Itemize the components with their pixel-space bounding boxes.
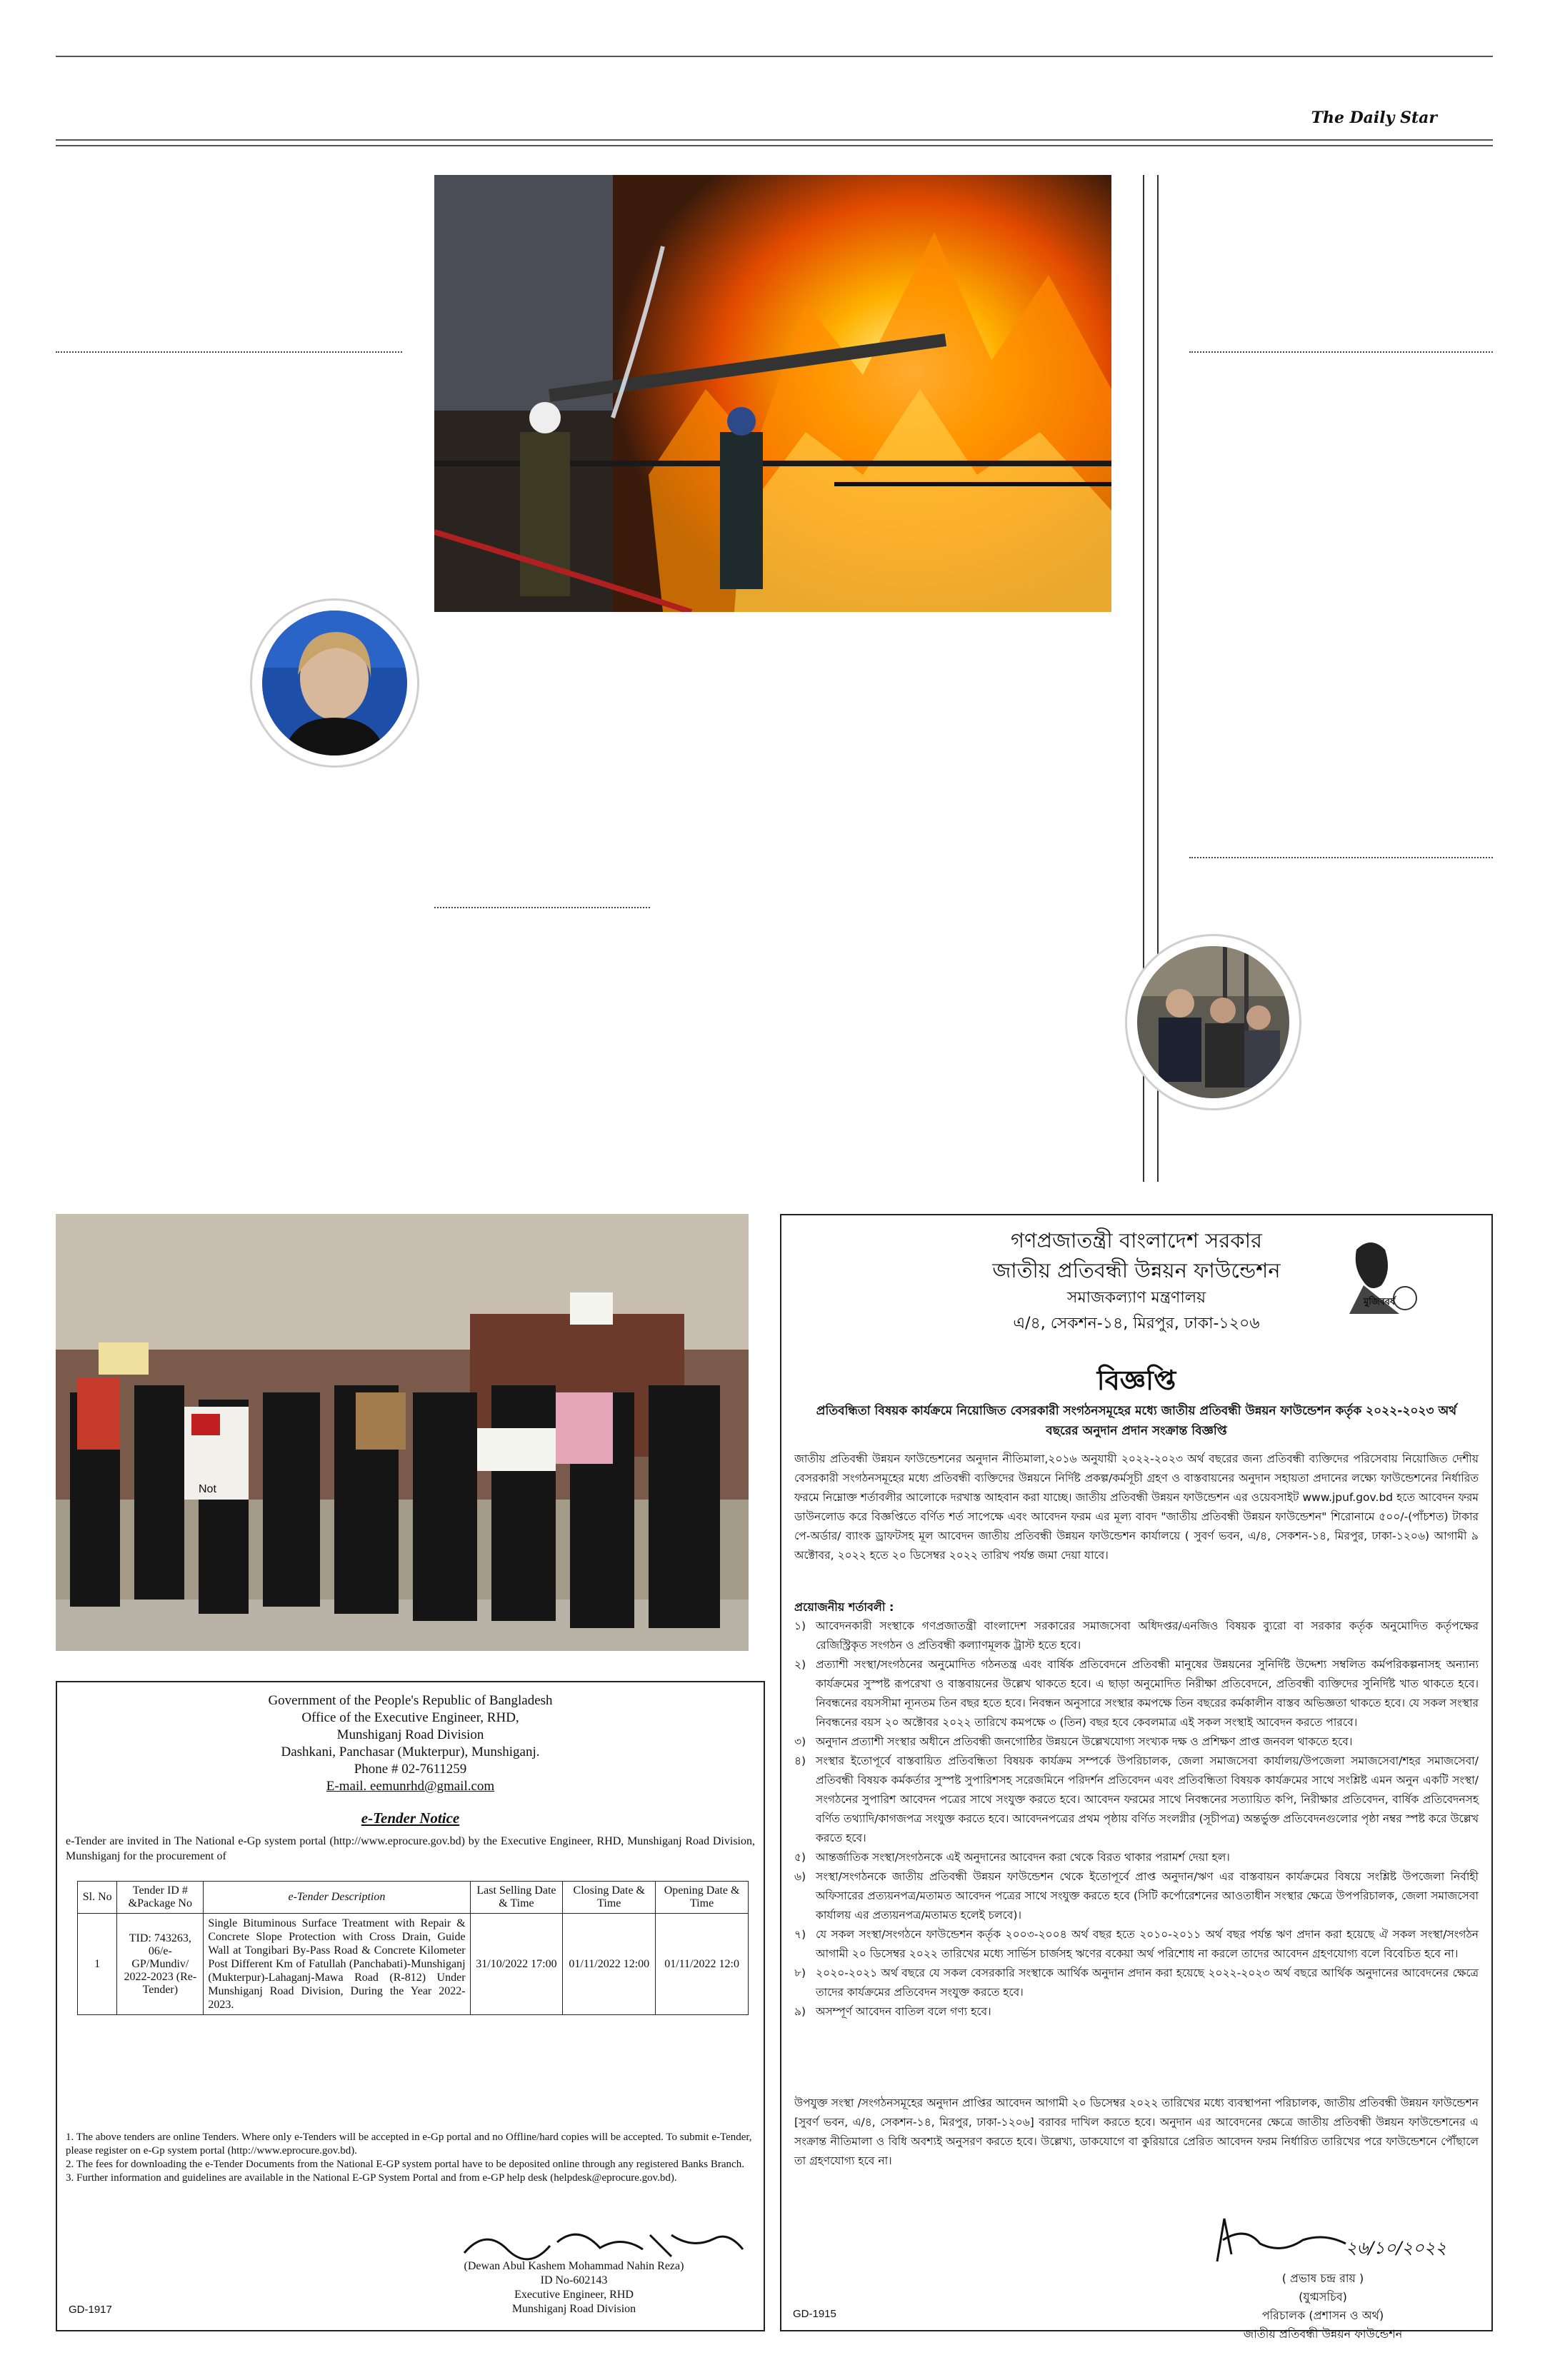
fire-photo	[434, 175, 1111, 612]
notice-signer-title: পরিচালক (প্রশাসন ও অর্থ)	[1261, 2309, 1384, 2322]
conditions-heading: প্রয়োজনীয় শর্তাবলী :	[794, 1600, 894, 1614]
fire-photo-icon	[434, 175, 1111, 612]
tender-title: e-Tender Notice	[361, 1809, 460, 1827]
condition-number: ৮)	[794, 1967, 806, 1979]
portrait-photo	[262, 611, 407, 755]
header-rule-2	[56, 145, 1493, 146]
condition-text: যে সকল সংস্থা/সংগঠনে ফাউন্ডেশন কর্তৃক ২০০৩-২০০৪ অর্থ বছর হতে ২০১০-২০১১ অর্থ বছর পর্যন্ত ঋণ প্রদান করা হয়েছে ঐ সকল সংস্থা/সংগঠন আগামী ২০ ডিসেম্বর ২০২২ তারিখের মধ্যে সার্ভিস চার্জসহ ঋণের বকেয়া অর্থ পরিশোধ না করলে তাদের আবেদন গ্রহণযোগ্য বলে বিবেচিত হবে না।	[816, 1928, 1479, 1960]
condition-item	[794, 1752, 1479, 1848]
tender-signer-division: Munshiganj Road Division	[511, 2303, 636, 2315]
condition-number: ৬)	[794, 1870, 806, 1883]
condition-item	[794, 1732, 1479, 1752]
tender-header-line: Dashkani, Panchasar (Mukterpur), Munshiganj.	[281, 1744, 540, 1759]
protest-photo-icon	[56, 1214, 749, 1651]
notice-closing: উপযুক্ত সংস্থা /সংগঠনসমূহের অনুদান প্রাপ্তির আবেদন আগামী ২০ ডিসেম্বর ২০২২ তারিখের মধ্যে ব্যবস্থাপনা পরিচালক, জাতীয় প্রতিবন্ধী উন্নয়ন ফাউন্ডেশন [সুবর্ণ ভবন, এ/৪, সেকশন-১৪, মিরপুর, ঢাকা-১২০৬] বরাবর দাখিল করতে হবে। অনুদান এর আবেদনের ক্ষেত্রে জাতীয় প্রতিবন্ধী উন্নয়ন ফাউন্ডেশনের এ সংক্রান্ত নীতিমালা ও বিধি অবশ্যই অনুসরণ করতে হবে। উল্লেখ্য, ডাকযোগে বা কুরিয়ারে প্রেরিত আবেদন ফরম নির্ধারিত তারিখের পরে ফাউন্ডেশনে পৌঁছালে তা গ্রহণযোগ্য হবে না।	[794, 2097, 1479, 2167]
col-sl: Sl. No	[78, 1882, 117, 1914]
condition-text: অসম্পূর্ণ আবেদন বাতিল বলে গণ্য হবে।	[816, 2005, 991, 2018]
tender-signature-block	[393, 2259, 755, 2316]
dotted-separator	[1189, 351, 1493, 353]
condition-number: ৭)	[794, 1928, 806, 1941]
col-opening: Opening Date & Time	[656, 1882, 749, 1914]
tender-header-line: Phone # 02-7611259	[354, 1762, 467, 1777]
cell-closing: 01/11/2022 12:00	[563, 1914, 656, 2015]
notice-signer-org: জাতীয় প্রতিবন্ধী উন্নয়ন ফাউন্ডেশন	[1243, 2327, 1403, 2341]
portrait-circle	[250, 598, 419, 768]
dotted-separator	[1189, 857, 1493, 858]
group-photo-icon	[1137, 946, 1289, 1098]
condition-number: ৪)	[794, 1754, 806, 1767]
condition-text: সংস্থা/সংগঠনকে জাতীয় প্রতিবন্ধী উন্নয়ন ফাউন্ডেশন থেকে ইতোপূর্বে প্রাপ্ত অনুদান/ঋণ এর বাস্তবায়ন কার্যক্রমের বিষয়ে সংশ্লিষ্ট উপজেলা নির্বাহী অফিসারের প্রত্যয়নপত্র/মতামত আবেদন পত্রের সাথে সংযুক্ত করতে হবে (সিটি কর্পোরেশনের আওতাধীন সংস্থার ক্ষেত্রে উপপরিচালক, জেলা সমাজসেবা কার্যালয় এর প্রত্যয়নপত্র/মতামত হলেই চলবে)।	[816, 1870, 1479, 1922]
group-photo	[1137, 946, 1289, 1098]
condition-number: ৯)	[794, 2005, 806, 2018]
foundation-notice	[780, 1214, 1493, 2341]
notice-signer-name: ( প্রভাষ চন্দ্র রায় )	[1281, 2271, 1364, 2285]
top-rule	[56, 56, 1493, 57]
condition-item	[794, 1655, 1479, 1732]
condition-number: ৫)	[794, 1851, 806, 1864]
conditions-list	[794, 1617, 1479, 2022]
col-last-selling: Last Selling Date & Time	[470, 1882, 563, 1914]
condition-text: আন্তর্জাতিক সংস্থা/সংগঠনকে এই অনুদানের আবেদন করা থেকে বিরত থাকার পরামর্শ দেয়া হল।	[816, 1851, 1230, 1864]
tender-note: 1. The above tenders are online Tenders. Where only e-Tenders will be accepted in e-Gp portal and no Offline/hard copies will be accepted. To submit e-Tender, please register on e-Gp system portal (http://www.eprocure.gov.bd).	[66, 2132, 752, 2156]
notice-signature-block	[1167, 2269, 1479, 2344]
condition-item	[794, 2002, 1479, 2022]
condition-item	[794, 1848, 1479, 1867]
mujib-logo-text: মুজিববর্ষ	[1364, 1297, 1396, 1307]
header-rule-1	[56, 139, 1493, 141]
tender-note: 3. Further information and guidelines are available in the National E-GP System Portal and from e-GP help desk (helpdesk@eprocure.gov.bd).	[66, 2172, 677, 2184]
cell-last-selling: 31/10/2022 17:00	[470, 1914, 563, 2015]
condition-item	[794, 1617, 1479, 1655]
placard-text: Not	[199, 1483, 216, 1495]
condition-text: অনুদান প্রত্যাশী সংস্থার অধীনে প্রতিবন্ধী জনগোষ্ঠির উন্নয়নে উল্লেখযোগ্য সংখ্যক দক্ষ ও প্রশিক্ষণ প্রাপ্ত জনবল থাকতে হবে।	[816, 1735, 1353, 1748]
condition-number: ১)	[794, 1620, 806, 1632]
tender-header-line: Office of the Executive Engineer, RHD,	[301, 1710, 519, 1725]
masthead: The Daily Star	[1311, 109, 1437, 127]
condition-item	[794, 1925, 1479, 1964]
tender-notes	[66, 2131, 755, 2185]
tender-header-line: Government of the People's Republic of Bangladesh	[268, 1693, 553, 1708]
tender-header	[57, 1692, 764, 1795]
protest-photo	[56, 1214, 749, 1651]
cell-description: Single Bituminous Surface Treatment with Repair & Concrete Slope Protection with Cross Drain, Guide Wall at Tongibari By-Pass Road & Concrete Kilometer Post Different Km of Fatullah (Panchabati)-Munshiganj (Mukterpur)-Lahaganj-Mawa Road (R-812) Under Munshiganj Road Division, During the Year 2022-2023.	[204, 1914, 470, 2015]
col-closing: Closing Date & Time	[563, 1882, 656, 1914]
cell-opening: 01/11/2022 12:0	[656, 1914, 749, 2015]
notice-gd-code: GD-1915	[793, 2308, 836, 2320]
notice-org-line: গণপ্রজাতন্ত্রী বাংলাদেশ সরকার	[1010, 1228, 1263, 1252]
portrait-photo-icon	[262, 611, 407, 755]
condition-item	[794, 1964, 1479, 2002]
condition-text: আবেদনকারী সংস্থাকে গণপ্রজাতন্ত্রী বাংলাদেশ সরকারের সমাজসেবা অধিদপ্তর/এনজিও বিষয়ক ব্যুরো বা সরকার কর্তৃক অনুমোদিত কর্তৃপক্ষের রেজিস্ট্রিকৃত সংগঠন ও প্রতিবন্ধী কল্যাণমূলক ট্রাস্ট হতে হবে।	[816, 1620, 1479, 1652]
dotted-separator	[56, 351, 402, 353]
tender-table-header	[78, 1882, 749, 1914]
table-row	[78, 1914, 749, 2015]
condition-text: প্রত্যাশী সংস্থা/সংগঠনের অনুমোদিত গঠনতন্ত্র এবং বার্ষিক প্রতিবেদনে প্রতিবন্ধী মানুষের উন্নয়নের সুনির্দিষ্ট উদ্দেশ্য সম্বলিত কর্মপরিকল্পনাসহ অন্যান্য কার্যক্রমের সুস্পষ্ট রূপরেখা ও বাস্তবায়নের উল্লেখ থাকতে হবে। এ ছাড়া অনুমোদিত নিরীক্ষা প্রতিবেদনে, প্রতিবন্ধী ব্যক্তিদের সুনির্দিষ্ট খাত থাকতে হবে। নিবন্ধনের বয়সসীমা ন্যূনতম তিন বছর হতে হবে। নিবন্ধন অনুসারে সংস্থার কমপক্ষে তিন বছরের কর্মকালীন বাস্তব অভিজ্ঞতা থাকতে হবে। যে সকল সংস্থার নিবন্ধনের বয়স ২০ অক্টোবর ২০২২ তারিখে কমপক্ষে ৩ (তিন) বছর হবে কেবলমাত্র এই সকল সংস্থাই আবেদন করতে পারবে।	[816, 1658, 1479, 1729]
notice-title: বিজ্ঞপ্তি	[1096, 1365, 1176, 1396]
tender-intro: e-Tender are invited in The National e-Gp system portal (http://www.eprocure.gov.bd) by the Executive Engineer, RHD, Munshiganj Road Division, Munshiganj for the procurement of	[66, 1835, 755, 1862]
cell-sl: 1	[78, 1914, 117, 2015]
condition-text: সংস্থার ইতোপূর্বে বাস্তবায়িত প্রতিবন্ধিতা বিষয়ক কার্যক্রম সম্পর্কে উপরিচালক, জেলা সমাজসেবা কার্যালয়/উপজেলা সমাজসেবা/শহর সমাজসেবা/ প্রতিবন্ধী বিষয়ক কর্মকর্তার সুস্পষ্ট সুপারিশসহ সরেজমিনে পরিদর্শন প্রতিবেদন এবং প্রতিবন্ধিতা বিষয়ক কার্যক্রমের সাথে সংশ্লিষ্ট এমন অনুন একটি সংস্থা/সংগঠনের সুপারিশ আবেদন পত্রের সাথে সংযুক্ত করতে হবে। আবেদন ফরমের সাথে নিবন্ধনের সত্যায়িত কপি, নিরীক্ষার প্রতিবেদন, বার্ষিক প্রতিবেদনসহ বর্ণিত তথ্যাদি/কাগজপত্র সংযুক্ত করতে হবে। আবেদনপত্রের প্রথম পৃষ্ঠায় বর্ণিত সংলগ্নীর (সূচীপত্র) অন্তর্ভুক্ত প্রতিবেদনগুলোর পৃষ্ঠা নম্বর স্পষ্ট করে উল্লেখ করতে হবে।	[816, 1754, 1479, 1844]
tender-signer-title: Executive Engineer, RHD	[514, 2289, 634, 2301]
notice-org-line: সমাজকল্যাণ মন্ত্রণালয়	[1066, 1289, 1206, 1307]
tender-email[interactable]: E-mail. eemunrhd@gmail.com	[326, 1779, 495, 1794]
notice-signer-rank: (যুগ্মসচিব)	[1299, 2290, 1347, 2304]
e-tender-notice	[56, 1681, 765, 2331]
notice-sign-date: ২৬/১০/২০২২	[1346, 2238, 1446, 2258]
tender-header-line: Munshiganj Road Division	[336, 1727, 484, 1742]
tender-table	[77, 1881, 749, 2015]
condition-item	[794, 1867, 1479, 1925]
tender-note: 2. The fees for downloading the e-Tender Documents from the National E-GP system portal have to be deposited online through any registered Banks Branch.	[66, 2159, 744, 2170]
dotted-separator	[434, 907, 650, 908]
condition-number: ৩)	[794, 1735, 806, 1748]
notice-org-line: এ/৪, সেকশন-১৪, মিরপুর, ঢাকা-১২০৬	[1013, 1315, 1260, 1332]
tender-signer-name: (Dewan Abul Kashem Mohammad Nahin Reza)	[464, 2260, 684, 2272]
tender-signer-id: ID No-602143	[540, 2274, 608, 2286]
notice-org-line: জাতীয় প্রতিবন্ধী উন্নয়ন ফাউন্ডেশন	[992, 1258, 1281, 1282]
group-circle	[1125, 934, 1301, 1110]
condition-number: ২)	[794, 1658, 806, 1671]
mujib-logo	[1342, 1235, 1421, 1321]
cell-tender-id: TID: 743263, 06/e-GP/Mundiv/ 2022-2023 (Re-Tender)	[117, 1914, 204, 2015]
tender-gd-code: GD-1917	[69, 2304, 112, 2316]
condition-text: ২০২০-২০২১ অর্থ বছরে যে সকল বেসরকারি সংস্থাকে আর্থিক অনুদান প্রদান করা হয়েছে ২০২২-২০২৩ অর্থ বছরে আর্থিক অনুদানের আবেদনের ক্ষেত্রে তাদের কার্যক্রমের প্রতিবেদন সংযুক্ত করতে হবে।	[816, 1967, 1479, 1999]
notice-intro: জাতীয় প্রতিবন্ধী উন্নয়ন ফাউন্ডেশনের অনুদান নীতিমালা,২০১৬ অনুযায়ী ২০২২-২০২৩ অর্থ বছরের জন্য প্রতিবন্ধী ব্যক্তিদের পরিসেবায় নিয়োজিত দেশীয় বেসরকারী সংগঠনসমূহের মধ্যে প্রতিবন্ধী ব্যক্তিদের উন্নয়নে নির্দিষ্ট প্রকল্প/কর্মসূচী গ্রহণ ও বাস্তবায়নের অনুদান সহায়তা প্রদানের লক্ষ্যে ফাউন্ডেশনের নির্ধারিত ফরমে নিম্নোক্ত শর্তাবলীর আলোকে দরখাস্ত আহবান করা যাচ্ছে। জাতীয় প্রতিবন্ধী উন্নয়ন ফাউন্ডেশন এর ওয়েবসাইট www.jpuf.gov.bd হতে আবেদন ফরম ডাউনলোড করে বিজ্ঞপ্তিতে বর্ণিত শর্ত সাপেক্ষে এবং আবেদন ফরম এর মূল্য বাবদ "জাতীয় প্রতিবন্ধী উন্নয়ন ফাউন্ডেশন" শিরোনামে ৫০০/-(পাঁচশত) টাকার পে-অর্ডার/ ব্যাংক ড্রাফটসহ মূল আবেদন জাতীয় প্রতিবন্ধী উন্নয়ন ফাউন্ডেশন কার্যালয়ে ( সুবর্ণ ভবন, এ/৪, সেকশন-১৪, মিরপুর, ঢাকা-১২০৬) আগামী ৯ অক্টোবর, ২০২২ হতে ২০ ডিসেম্বর ২০২২ তারিখ পর্যন্ত জমা দেয়া যাবে।	[794, 1452, 1479, 1562]
col-tender-id: Tender ID # &Package No	[117, 1882, 204, 1914]
tender-signature-icon	[457, 2221, 757, 2264]
notice-subtitle: প্রতিবন্ধিতা বিষয়ক কার্যক্রমে নিয়োজিত বেসরকারী সংগঠনসমূহের মধ্যে জাতীয় প্রতিবন্ধী উন্নয়ন ফাউন্ডেশন কর্তৃক ২০২২-২০২৩ অর্থ বছরের অনুদান প্রদান সংক্রান্ত বিজ্ঞপ্তি	[816, 1404, 1457, 1438]
col-description: e-Tender Description	[204, 1882, 470, 1914]
